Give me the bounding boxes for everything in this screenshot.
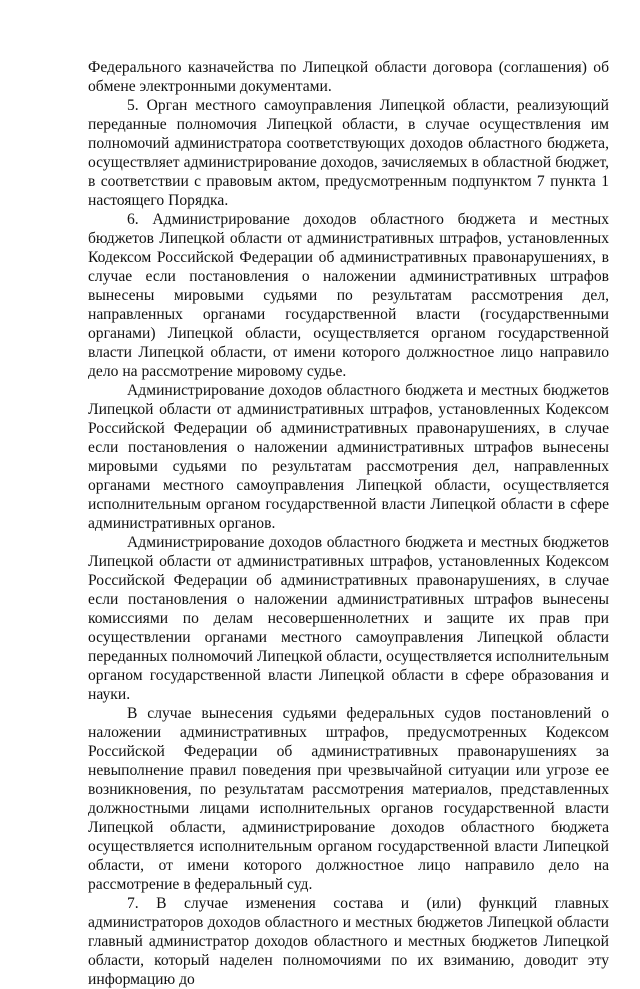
paragraph-item-6: 6. Администрирование доходов областного бюджета и местных бюджетов Липецкой области от административных штрафов, установленных Кодексом Российской Федерации об административных правонарушениях, в случае если постановления о наложении административных штрафов вынесены мировыми судьями по результатам рассмотрения дел, направленных органами государственной власти (государственными органами) Липецкой области, осуществляется органом государственной власти Липецкой области, от имени которого должностное лицо направило дело на рассмотрение мировому судье.	[88, 211, 609, 380]
paragraph-item-7: 7. В случае изменения состава и (или) функций главных администраторов доходов областного и местных бюджетов Липецкой области главный администратор доходов областного и местных бюджетов Липецкой области, который наделен полномочиями по их взиманию, доводит эту информацию до	[88, 895, 609, 988]
paragraph-item-6-part-2: Администрирование доходов областного бюджета и местных бюджетов Липецкой области от административных штрафов, установленных Кодексом Российской Федерации об административных правонарушениях, в случае если постановления о наложении административных штрафов вынесены мировыми судьями по результатам рассмотрения дел, направленных органами местного самоуправления Липецкой области, осуществляется исполнительным органом государственной власти Липецкой области в сфере административных органов.	[88, 382, 609, 532]
paragraph-item-6-part-3: Администрирование доходов областного бюджета и местных бюджетов Липецкой области от административных штрафов, установленных Кодексом Российской Федерации об административных правонарушениях, в случае если постановления о наложении административных штрафов вынесены комиссиями по делам несовершеннолетних и защите их прав при осуществлении органами местного самоуправления Липецкой области переданных полномочий Липецкой области, осуществляется исполнительным органом государственной власти Липецкой области в сфере образования и науки.	[88, 534, 609, 703]
paragraph-item-6-part-4: В случае вынесения судьями федеральных судов постановлений о наложении административных штрафов, предусмотренных Кодексом Российской Федерации об административных правонарушениях за невыполнение правил поведения при чрезвычайной ситуации или угрозе ее возникновения, по результатам рассмотрения материалов, представленных должностными лицами исполнительных органов государственной власти Липецкой области, администрирование доходов областного бюджета осуществляется исполнительным органом государственной власти Липецкой области, от имени которого должностное лицо направило дело на рассмотрение в федеральный суд.	[88, 705, 609, 893]
document-body	[88, 58, 609, 989]
paragraph-item-5: 5. Орган местного самоуправления Липецкой области, реализующий переданные полномочия Липецкой области, в случае осуществления им полномочий администратора соответствующих доходов областного бюджета, осуществляет администрирование доходов, зачисляемых в областной бюджет, в соответствии с правовым актом, предусмотренным подпунктом 7 пункта 1 настоящего Порядка.	[88, 97, 609, 209]
paragraph-continuation: Федерального казначейства по Липецкой области договора (соглашения) об обмене электронными документами.	[88, 59, 609, 95]
